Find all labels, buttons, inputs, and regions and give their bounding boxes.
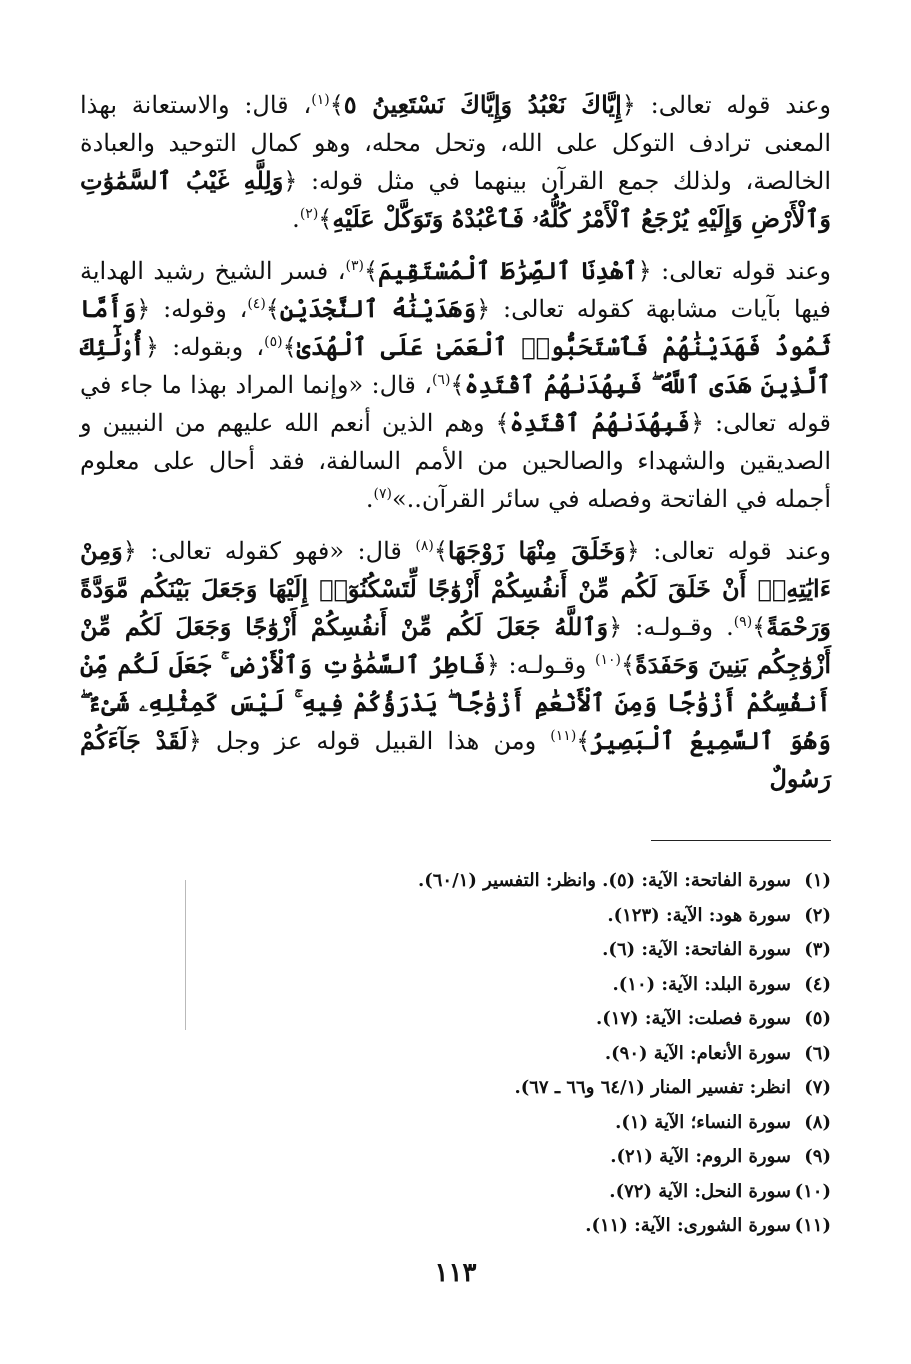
body-text-run: ، وبقوله: <box>158 333 265 361</box>
body-text-run: ، قال: «وإنما المراد بهذا ما جاء في قوله تعالى: <box>80 371 832 437</box>
page-number: ١١٣ <box>434 1258 477 1288</box>
body-text-run: ، فسر الشيخ رشيد الهداية فيها بآيات مشابهة كقوله تعالى: <box>80 257 831 323</box>
footnote-text: انظر: تفسير المنار (٦٤/١ و٦٦ ـ ٦٧). <box>514 1077 791 1098</box>
footnote-text: سورة الفاتحة: الآية: (٥). وانظر: التفسير (٦٠/١). <box>417 870 791 891</box>
paragraph-gap <box>80 518 831 532</box>
footnote-number: (١) <box>804 870 831 891</box>
paragraph <box>80 252 831 518</box>
footnote-number: (٨) <box>804 1111 831 1133</box>
body-text-run: . <box>292 205 300 233</box>
footnote-reference: (١) <box>311 92 330 108</box>
body-text-run: . <box>365 485 374 513</box>
quran-verse: ﴿ وَأَمَّا ثَمُودُ فَهَدَيْنَٰهُمْ فَٱسْتَحَبُّوا۟ ٱلْعَمَىٰ عَلَى ٱلْهُدَىٰ ﴾ <box>80 294 831 361</box>
quran-verse: ﴿ أُو۟لَٰٓئِكَ ٱلَّذِينَ هَدَى ٱللَّهُ ۖ فَبِهُدَىٰهُمُ ٱقْتَدِهْ ﴾ <box>80 332 831 399</box>
footnote-number: (٢) <box>804 904 831 926</box>
paragraph-gap <box>80 238 831 252</box>
main-text <box>80 86 831 798</box>
footnote-number: (٧) <box>804 1077 831 1098</box>
footnote-item <box>300 1002 831 1037</box>
footnote-item <box>300 1071 831 1106</box>
footnote-item <box>300 1037 831 1072</box>
quran-verse: ﴿ فَاطِرُ ٱلسَّمَٰوَٰتِ وَٱلْأَرْضِ ۚ جَعَلَ لَكُم مِّنْ أَنفُسِكُمْ أَزْوَٰجًا وَمِنَ ٱلْأَنْعَٰمِ أَزْوَٰجًا ۖ يَذْرَؤُكُمْ فِيهِ ۚ لَيْسَ كَمِثْلِهِۦ شَىْءٌ ۖ وَهُوَ ٱلسَّمِيعُ ٱلْبَصِيرُ ﴾ <box>80 650 831 755</box>
body-text-run: وعند قوله تعالى: <box>639 537 832 565</box>
footnote-reference: (٩) <box>733 614 753 630</box>
quran-verse: ﴿ وَخَلَقَ مِنْهَا زَوْجَهَا ﴾ <box>434 536 640 565</box>
body-text-run: ، قال: والاستعانة بهذا المعنى ترادف التوكل على الله، وتحل محله، وهو كمال التوحيد والعبادة الخالصة، ولذلك جمع القرآن بينهما في مثل قوله: <box>80 91 831 195</box>
body-text-run: ومن هذا القبيل قوله عز وجل <box>201 727 551 755</box>
footnote-text: سورة فصلت: الآية: (١٧). <box>595 1008 791 1029</box>
footnote-text: سورة الروم: الآية (٢١). <box>610 1146 791 1167</box>
footnote-text: سورة الشورى: الآية: (١١). <box>585 1215 791 1236</box>
footnote-reference: (٢) <box>299 206 319 222</box>
footnote-reference: (٨) <box>415 538 434 554</box>
body-text-run: وهم الذين أنعم الله عليهم من النبيين و الصديقين والشهداء والصالحين من الأمم السالفة، فقد أحال على معلوم أجمله في الفاتحة وفصله في سائر القرآن..» <box>80 409 831 513</box>
footnote-number: (٦) <box>804 1042 831 1064</box>
footnote-text: سورة النحل: الآية (٧٢). <box>609 1180 791 1202</box>
body-text-run: وقـولـه: <box>499 651 596 679</box>
footnote-item <box>300 1175 831 1210</box>
footnote-item <box>300 933 831 968</box>
footnote-text: سورة الأنعام: الآية (٩٠). <box>604 1042 791 1064</box>
footnote-number: (١٠) <box>794 1180 831 1202</box>
verse-bracket: ﴿ <box>187 727 202 755</box>
body-text-run: قال: «فهو كقوله تعالى: <box>136 537 416 565</box>
quran-verse-continued: لَقَدْ جَآءَكُمْ رَسُولٌ <box>80 726 831 793</box>
footnote-number: (٥) <box>804 1008 831 1029</box>
body-text-run: وعند قوله تعالى: <box>651 257 831 285</box>
footnote-number: (٣) <box>804 939 831 960</box>
footnote-reference: (٥) <box>264 334 283 350</box>
footnote-number: (٤) <box>804 973 831 995</box>
footnotes-list <box>300 864 831 1244</box>
footnote-reference: (١١) <box>550 728 577 744</box>
quran-verse: ﴿ وَمِنْ ءَايَٰتِهِۦٓ أَنْ خَلَقَ لَكُم مِّنْ أَنفُسِكُمْ أَزْوَٰجًا لِّتَسْكُنُوٓا۟ إِلَيْهَا وَجَعَلَ بَيْنَكُم مَّوَدَّةً وَرَحْمَةً ﴾ <box>80 536 831 641</box>
paragraph <box>80 532 831 798</box>
body-text-run: وعند قوله تعالى: <box>635 91 831 119</box>
footnote-number: (٩) <box>804 1146 831 1167</box>
quran-verse: ﴿ وَٱللَّهُ جَعَلَ لَكُم مِّنْ أَنفُسِكُمْ أَزْوَٰجًا وَجَعَلَ لَكُم مِّنْ أَزْوَٰجِكُم بَنِينَ وَحَفَدَةً ﴾ <box>80 612 831 679</box>
quran-verse: ﴿ فَبِهُدَىٰهُمُ ٱقْتَدِهْ ﴾ <box>496 408 705 437</box>
footnote-text: سورة الفاتحة: الآية: (٦). <box>602 939 791 960</box>
paragraph <box>80 86 831 238</box>
footnote-reference: (٧) <box>373 486 392 502</box>
body-text-run: . وقـولـه: <box>622 613 734 641</box>
footnote-item <box>300 899 831 934</box>
quran-verse: ﴿ وَهَدَيْنَٰهُ ٱلنَّجْدَيْنِ ﴾ <box>266 294 490 323</box>
footnote-separator <box>651 840 831 841</box>
body-text-run: ، وقوله: <box>150 295 248 323</box>
footnote-item <box>300 1209 831 1244</box>
footnote-item <box>300 968 831 1003</box>
footnote-reference: (٤) <box>247 296 266 312</box>
quran-verse: ﴿ إِيَّاكَ نَعْبُدُ وَإِيَّاكَ نَسْتَعِينُ ٥ ﴾ <box>330 90 636 119</box>
footnote-text: سورة النساء؛ الآية (١). <box>615 1111 791 1133</box>
footnote-text: سورة هود: الآية: (١٢٣). <box>607 904 791 926</box>
footnote-reference: (١٠) <box>595 652 621 668</box>
footnote-number: (١١) <box>794 1215 831 1236</box>
footnote-item <box>300 864 831 899</box>
footnote-reference: (٦) <box>431 372 451 388</box>
quran-verse: ﴿ ٱهْدِنَا ٱلصِّرَٰطَ ٱلْمُسْتَقِيمَ ﴾ <box>364 256 652 285</box>
footnote-item <box>300 1106 831 1141</box>
footnote-text: سورة البلد: الآية: (١٠). <box>612 973 791 995</box>
scan-artifact-line <box>185 880 186 1030</box>
footnote-item <box>300 1140 831 1175</box>
quran-verse: ﴿ وَلِلَّهِ غَيْبُ ٱلسَّمَٰوَٰتِ وَٱلْأَرْضِ وَإِلَيْهِ يُرْجَعُ ٱلْأَمْرُ كُلُّهُۥ فَٱعْبُدْهُ وَتَوَكَّلْ عَلَيْهِ ﴾ <box>80 166 831 233</box>
footnote-reference: (٣) <box>345 258 364 274</box>
